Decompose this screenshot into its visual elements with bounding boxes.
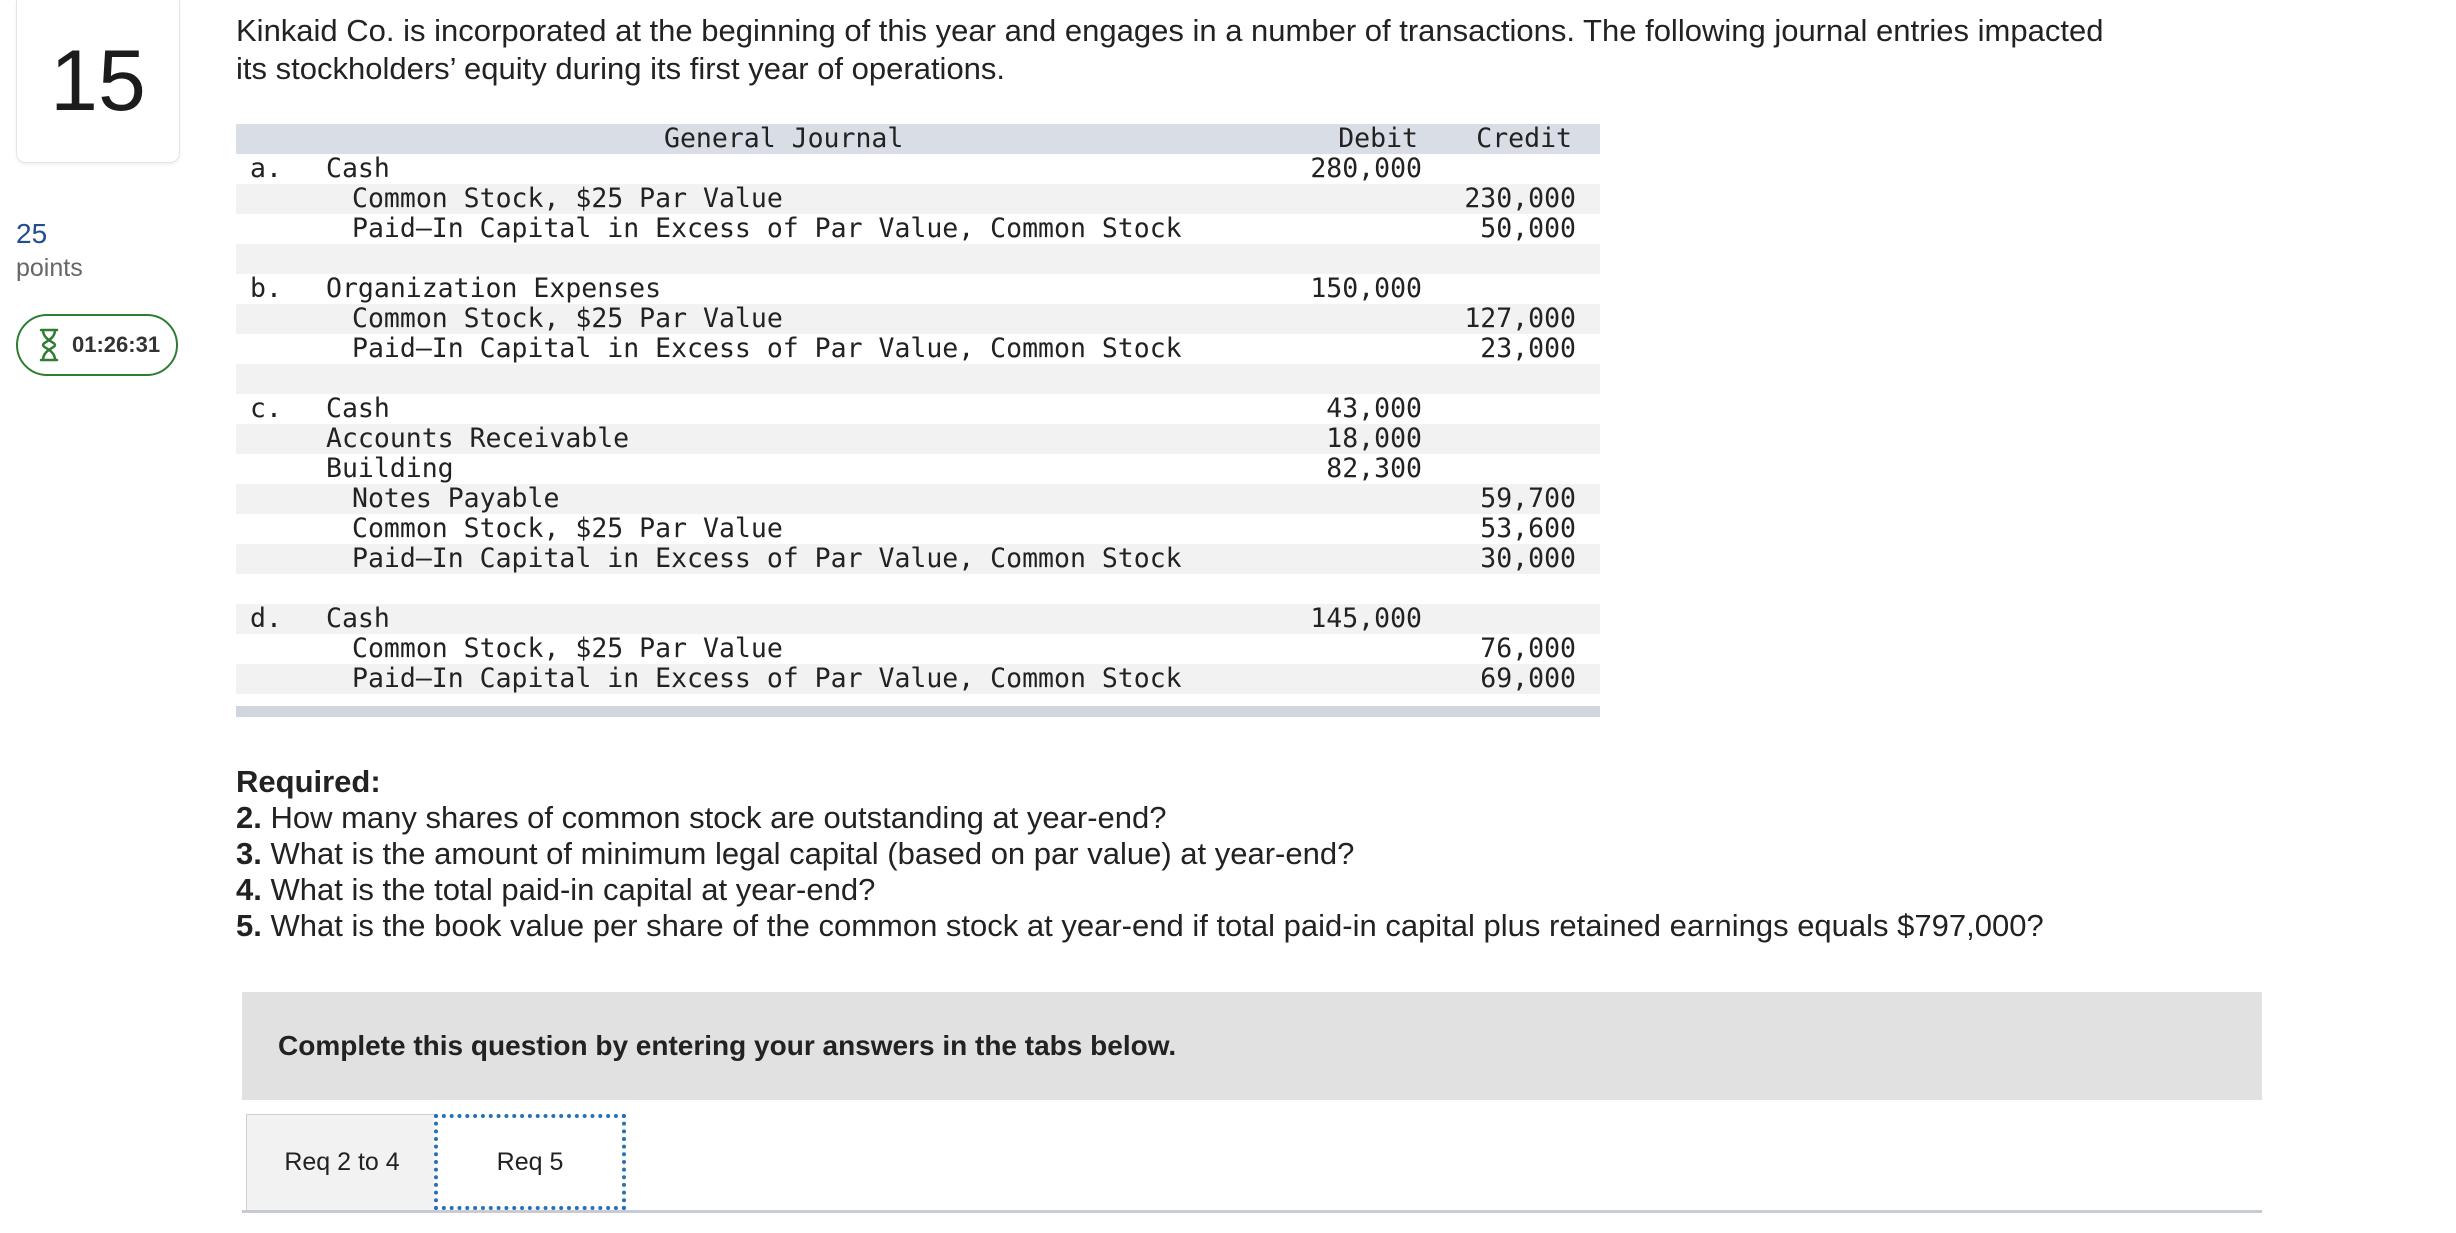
account-name: Common Stock, $25 Par Value [352,513,783,544]
credit-header: Credit [1476,123,1572,154]
entry-letter: b. [250,273,282,304]
journal-row [236,544,1600,574]
journal-row [236,454,1600,484]
debit-header: Debit [1338,123,1418,154]
account-name: Common Stock, $25 Par Value [352,183,783,214]
journal-row [236,274,1600,304]
journal-rows [236,154,1600,694]
debit-amount: 150,000 [1310,273,1422,304]
required-item: 4. What is the total paid-in capital at year-end? [236,872,876,907]
journal-row [236,424,1600,454]
credit-amount: 53,600 [1480,513,1576,544]
entry-letter: a. [250,153,282,184]
tab-req-5[interactable]: Req 5 [434,1114,626,1210]
journal-row [236,574,1600,604]
debit-amount: 18,000 [1326,423,1422,454]
journal-row [236,634,1600,664]
credit-amount: 59,700 [1480,483,1576,514]
required-section [236,764,2044,944]
journal-row [236,244,1600,274]
instructions-banner [242,992,2262,1100]
journal-row [236,184,1600,214]
journal-row [236,514,1600,544]
question-number: 15 [16,0,180,163]
journal-row [236,664,1600,694]
journal-footer-bar [236,706,1600,717]
account-name: Paid–In Capital in Excess of Par Value, Common Stock [352,333,1182,364]
credit-amount: 23,000 [1480,333,1576,364]
required-item: 3. What is the amount of minimum legal capital (based on par value) at year-end? [236,836,1355,871]
account-name: Paid–In Capital in Excess of Par Value, Common Stock [352,543,1182,574]
tab-req-2-to-4[interactable]: Req 2 to 4 [246,1114,438,1210]
account-name: Paid–In Capital in Excess of Par Value, Common Stock [352,213,1182,244]
credit-amount: 230,000 [1464,183,1576,214]
account-name: Cash [326,603,390,634]
journal-row [236,334,1600,364]
account-name: Accounts Receivable [326,423,630,454]
debit-amount: 82,300 [1326,453,1422,484]
answer-tabs [242,1114,2262,1212]
credit-amount: 30,000 [1480,543,1576,574]
journal-row [236,364,1600,394]
account-name: Common Stock, $25 Par Value [352,303,783,334]
journal-row [236,394,1600,424]
journal-row [236,484,1600,514]
journal-row [236,214,1600,244]
question-intro: Kinkaid Co. is incorporated at the beginning of this year and engages in a number of transactions. The following journal entries impacted its stockholders’ equity during its first year of operations. [236,13,2104,86]
journal-row [236,154,1600,184]
debit-amount: 280,000 [1310,153,1422,184]
timer[interactable] [16,314,178,376]
credit-amount: 127,000 [1464,303,1576,334]
account-name: Common Stock, $25 Par Value [352,633,783,664]
account-name: Organization Expenses [326,273,662,304]
credit-amount: 69,000 [1480,663,1576,694]
points-value: 25 [16,218,48,249]
account-name: Building [326,453,454,484]
tabs-underline [242,1210,2262,1213]
required-item: 5. What is the book value per share of the common stock at year-end if total paid-in capital plus retained earnings equals $797,000? [236,908,2044,943]
debit-amount: 43,000 [1326,393,1422,424]
journal-title: General Journal [664,123,904,154]
account-name: Cash [326,393,390,424]
points-label: points [16,254,83,282]
timer-value: 01:26:31 [72,332,161,357]
hourglass-icon [38,328,60,362]
account-name: Cash [326,153,390,184]
general-journal-table [236,124,1600,717]
instructions-text: Complete this question by entering your answers in the tabs below. [278,1030,1177,1061]
journal-header [236,124,1600,154]
credit-amount: 76,000 [1480,633,1576,664]
journal-row [236,304,1600,334]
journal-row [236,604,1600,634]
credit-amount: 50,000 [1480,213,1576,244]
entry-letter: d. [250,603,282,634]
debit-amount: 145,000 [1310,603,1422,634]
account-name: Paid–In Capital in Excess of Par Value, Common Stock [352,663,1182,694]
required-heading: Required: [236,764,381,799]
entry-letter: c. [250,393,282,424]
account-name: Notes Payable [352,483,560,514]
required-item: 2. How many shares of common stock are outstanding at year-end? [236,800,1167,835]
